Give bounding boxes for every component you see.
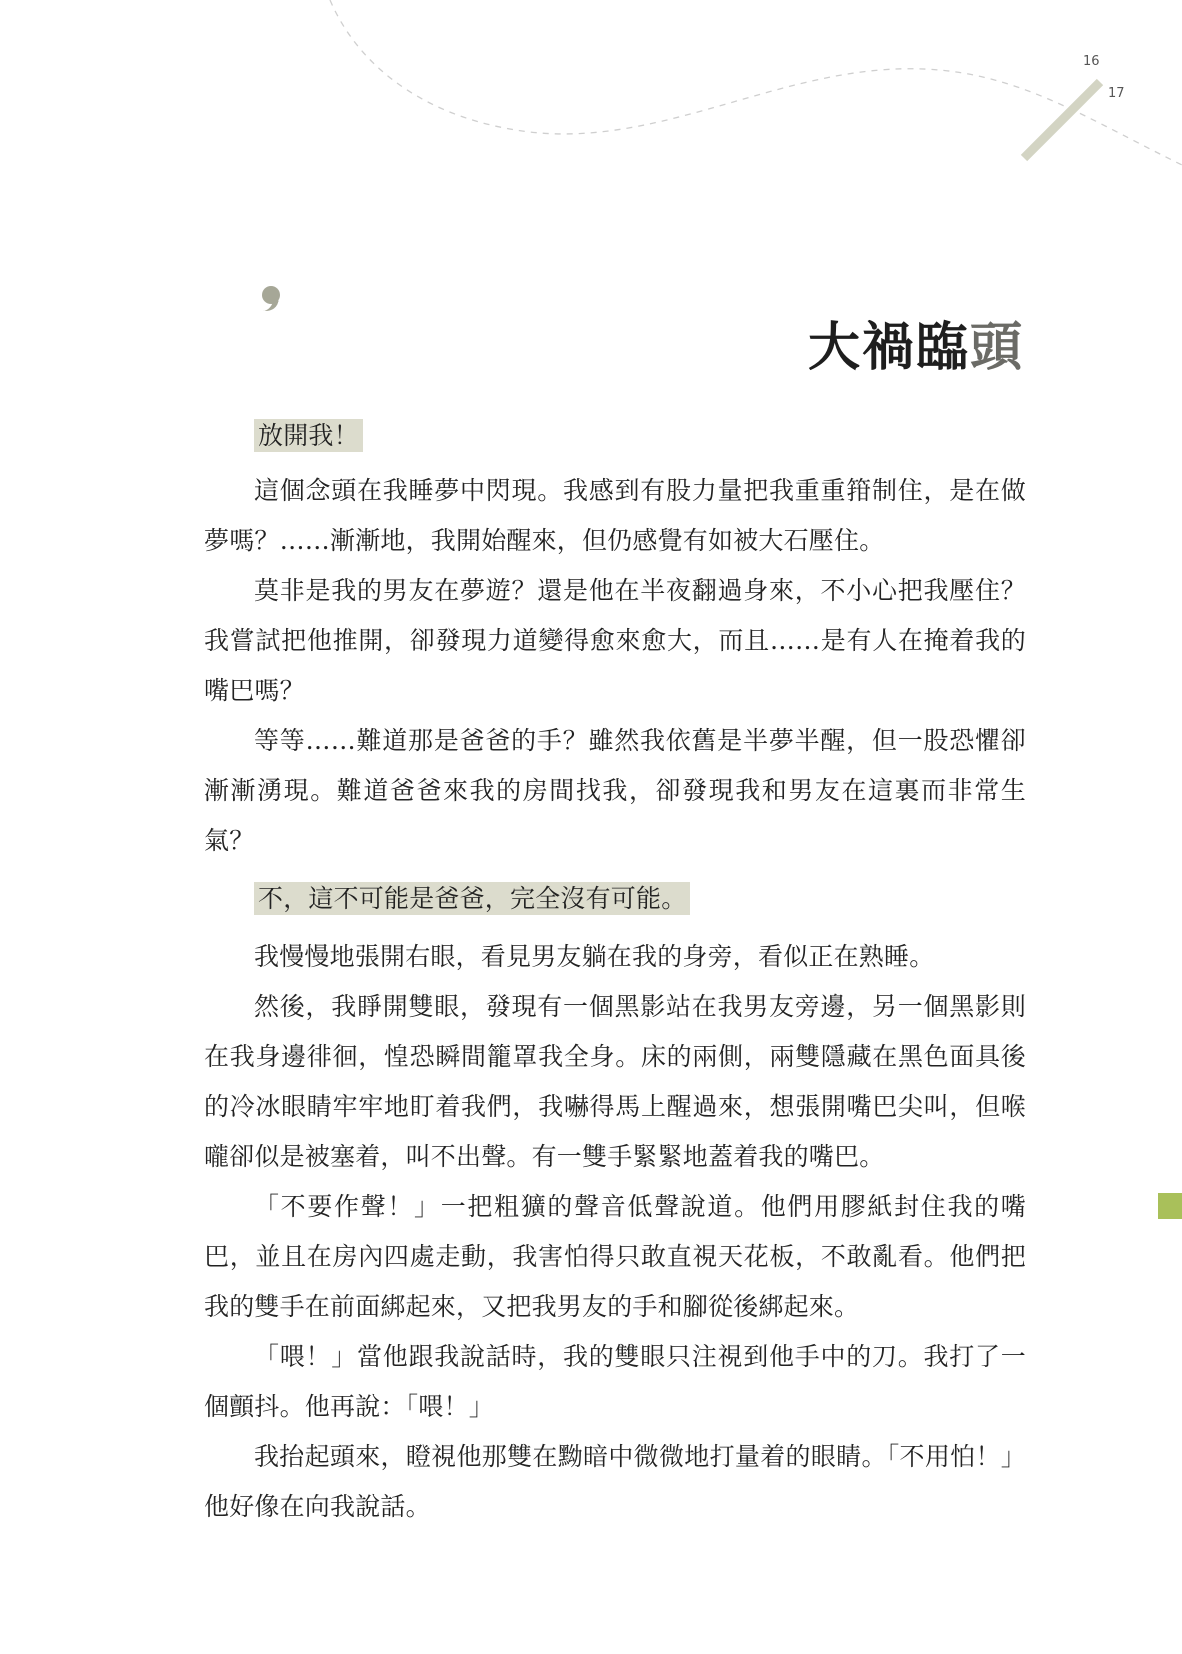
page-number-left: 16 bbox=[1083, 54, 1100, 69]
page-edge-tab bbox=[1158, 1193, 1182, 1219]
paragraph-3: 莫非是我的男友在夢遊？還是他在半夜翻過身來，不小心把我壓住？我嘗試把他推開，卻發現力道變得愈來愈大，而且……是有人在掩着我的嘴巴嗎？ bbox=[204, 576, 1026, 705]
paragraph-9: 「喂！」當他跟我說話時，我的雙眼只注視到他手中的刀。我打了一個顫抖。他再說：「喂！」 bbox=[204, 1342, 1026, 1421]
paragraph-8: 「不要作聲！」一把粗獷的聲音低聲說道。他們用膠紙封住我的嘴巴，並且在房內四處走動，我害怕得只敢直視天花板，不敢亂看。他們把我的雙手在前面綁起來，又把我男友的手和腳從後綁起來。 bbox=[204, 1192, 1026, 1321]
chapter-title-accent: 頭 bbox=[969, 317, 1024, 378]
story-body bbox=[204, 406, 1026, 1532]
highlighted-paragraph-5 bbox=[204, 874, 1026, 924]
paragraph-6: 我慢慢地張開右眼，看見男友躺在我的身旁，看似正在熟睡。 bbox=[254, 942, 935, 971]
chapter-title-main: 大禍臨 bbox=[807, 317, 970, 378]
paragraph-4: 等等……難道那是爸爸的手？雖然我依舊是半夢半醒，但一股恐懼卻漸漸湧現。難道爸爸來我的房間找我，卻發現我和男友在這裏而非常生氣？ bbox=[204, 726, 1026, 855]
chapter-title bbox=[808, 305, 1024, 380]
highlighted-text-1: 放開我！ bbox=[254, 419, 363, 452]
highlighted-paragraph-1 bbox=[204, 411, 1026, 461]
page-number-right: 17 bbox=[1108, 86, 1125, 101]
highlighted-text-5: 不，這不可能是爸爸，完全沒有可能。 bbox=[254, 882, 690, 915]
paragraph-7: 然後，我睜開雙眼，發現有一個黑影站在我男友旁邊，另一個黑影則在我身邊徘徊，惶恐瞬間籠罩我全身。床的兩側，兩雙隱藏在黑色面具後的冷冰眼睛牢牢地盯着我們，我嚇得馬上醒過來，想張開嘴巴尖叫，但喉嚨卻似是被塞着，叫不出聲。有一雙手緊緊地蓋着我的嘴巴。 bbox=[204, 992, 1026, 1171]
paragraph-2: 這個念頭在我睡夢中閃現。我感到有股力量把我重重箝制住，是在做夢嗎？……漸漸地，我開始醒來，但仍感覺有如被大石壓住。 bbox=[204, 476, 1026, 555]
diagonal-stripe bbox=[1024, 82, 1100, 158]
decorative-dashed-curve bbox=[0, 0, 1182, 200]
paragraph-10: 我抬起頭來，瞪視他那雙在黝暗中微微地打量着的眼睛。「不用怕！」他好像在向我說話。 bbox=[204, 1442, 1026, 1521]
